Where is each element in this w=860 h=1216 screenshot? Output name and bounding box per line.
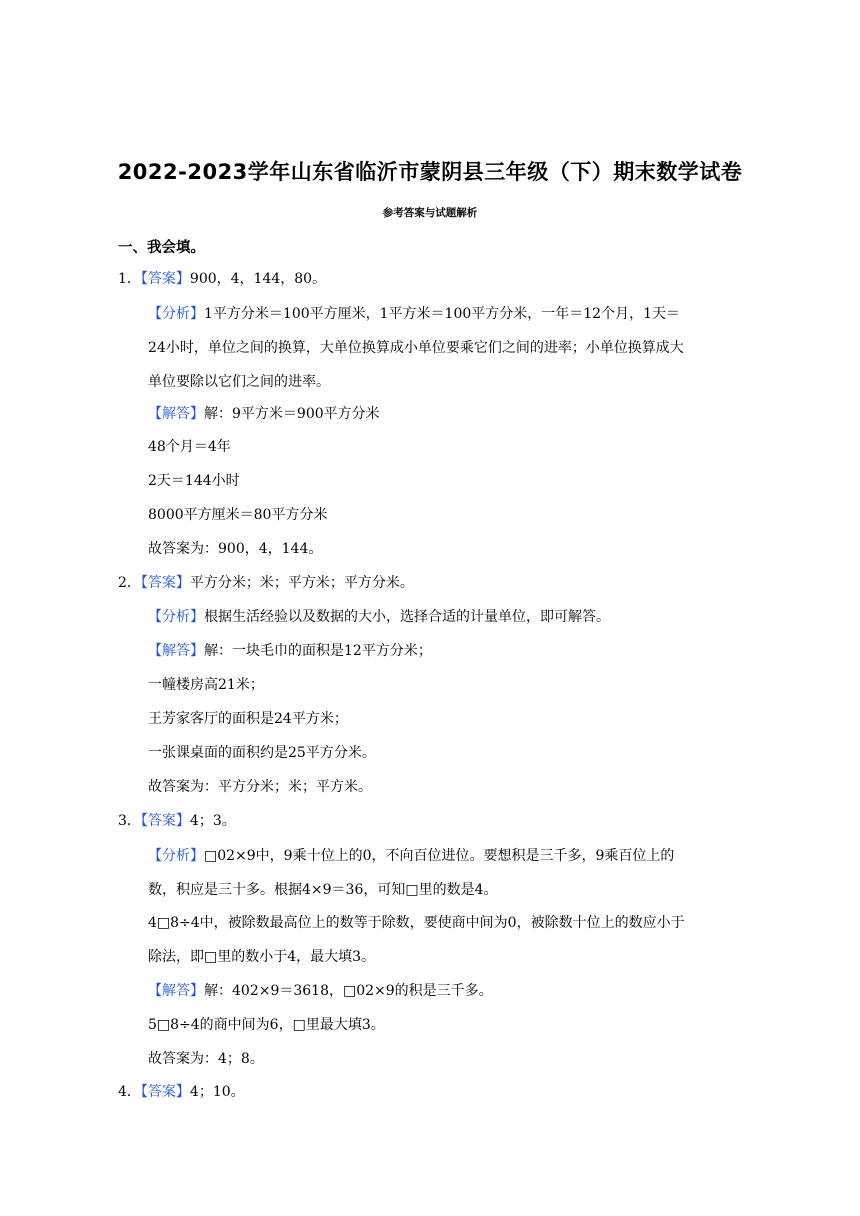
q2-analysis-line	[148, 607, 610, 627]
q4-number: 4．	[118, 1084, 141, 1100]
q2-solution-text: 一幢楼房高21米；	[148, 677, 264, 693]
q3-analysis-text: 除法，即□里的数小于4，最大填3。	[148, 949, 376, 965]
q1-solution-text: 2天＝144小时	[148, 473, 240, 489]
solution-tag: 【解答】	[148, 983, 204, 999]
answer-tag: 【答案】	[140, 575, 190, 591]
q2-analysis-text: 根据生活经验以及数据的大小，选择合适的计量单位，即可解答。	[204, 609, 610, 625]
q3-analysis-text: 4□8÷4中，被除数最高位上的数等于除数，要使商中间为0，被除数十位上的数应小于	[148, 915, 685, 931]
analysis-tag: 【分析】	[148, 306, 204, 322]
q2-solution-text: 解：一块毛巾的面积是12平方分米；	[204, 643, 432, 659]
q2-solution-text: 王芳家客厅的面积是24平方米；	[148, 711, 348, 727]
page-subtitle: 参考答案与试题解析	[382, 207, 478, 219]
q1-answer: 900，4，144，80。	[189, 271, 327, 287]
q1-analysis-text: 单位要除以它们之间的进率。	[148, 374, 330, 390]
q1-conclusion: 故答案为：900，4，144。	[148, 541, 323, 557]
q3-number: 3．	[118, 813, 141, 829]
q1-solution-text: 8000平方厘米＝80平方分米	[148, 507, 328, 523]
q3-answer: 4；3。	[189, 813, 236, 829]
answer-tag: 【答案】	[140, 1084, 190, 1100]
q1-number: 1．	[118, 271, 141, 287]
q3-solution-text: 解：402×9＝3618，□02×9的积是三千多。	[204, 983, 493, 999]
q2-solution-line	[148, 641, 432, 661]
q3-analysis-text: 数，积应是三十多。根据4×9＝36，可知□里的数是4。	[148, 882, 498, 898]
page-title: 2022-2023学年山东省临沂市蒙阴县三年级（下）期末数学试卷	[117, 160, 743, 184]
q1-analysis-line	[148, 304, 680, 324]
q1-answer-line	[118, 269, 326, 289]
q1-solution-text: 解：9平方米＝900平方分米	[204, 406, 380, 422]
answer-tag: 【答案】	[140, 271, 190, 287]
q2-answer-line	[118, 573, 414, 593]
analysis-tag: 【分析】	[148, 848, 204, 864]
q4-answer: 4；10。	[189, 1084, 245, 1100]
answer-tag: 【答案】	[140, 813, 190, 829]
q2-number: 2．	[118, 575, 141, 591]
q2-conclusion: 故答案为：平方分米；米；平方米。	[148, 779, 372, 795]
q3-solution-text: 5□8÷4的商中间为6，□里最大填3。	[148, 1017, 385, 1033]
q2-answer: 平方分米；米；平方米；平方分米。	[189, 575, 414, 591]
solution-tag: 【解答】	[148, 643, 204, 659]
q4-answer-line	[118, 1082, 245, 1102]
q2-solution-text: 一张课桌面的面积约是25平方分米。	[148, 745, 376, 761]
q1-analysis-text: 24小时，单位之间的换算，大单位换算成小单位要乘它们之间的进率；小单位换算成大	[148, 340, 684, 356]
q3-analysis-line	[148, 846, 674, 866]
q1-solution-line	[148, 404, 380, 424]
q3-conclusion: 故答案为：4；8。	[148, 1051, 264, 1067]
section-heading: 一、我会填。	[118, 240, 205, 256]
q3-analysis-text: □02×9中，9乘十位上的0，不向百位进位。要想积是三千多，9乘百位上的	[204, 848, 675, 864]
q3-answer-line	[118, 811, 236, 831]
q1-analysis-text: 1平方分米＝100平方厘米，1平方米＝100平方分米，一年＝12个月，1天＝	[204, 306, 680, 322]
analysis-tag: 【分析】	[148, 609, 204, 625]
solution-tag: 【解答】	[148, 406, 204, 422]
q1-solution-text: 48个月＝4年	[148, 439, 231, 455]
q3-solution-line	[148, 981, 493, 1001]
